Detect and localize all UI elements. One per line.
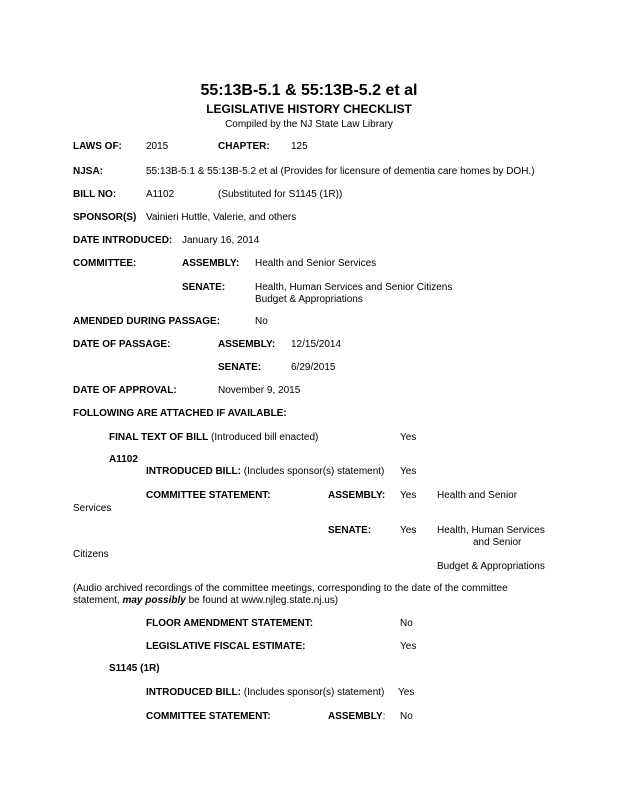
a1102-assembly-committee-2: Services xyxy=(73,503,112,514)
a1102-introduced-note: (Includes sponsor(s) statement) xyxy=(243,466,385,477)
committee-assembly-value: Health and Senior Services xyxy=(255,258,377,269)
a1102-senate-committee-1: Health, Human Services xyxy=(437,525,545,536)
floor-amendment-value: No xyxy=(400,618,413,629)
date-introduced-value: January 16, 2014 xyxy=(182,235,260,246)
final-text-value: Yes xyxy=(400,432,417,443)
final-text-label: FINAL TEXT OF BILL xyxy=(109,432,209,443)
a1102-introduced-label: INTRODUCED BILL: xyxy=(146,466,241,477)
sponsors-label: SPONSOR(S) xyxy=(73,212,137,223)
committee-assembly-label: ASSEMBLY: xyxy=(182,258,240,269)
passage-senate-label: SENATE: xyxy=(218,362,262,373)
audio-note-emphasis: may possibly xyxy=(122,595,186,606)
s1145-heading: S1145 (1R) xyxy=(109,663,160,674)
bill-no-label: BILL NO: xyxy=(73,189,117,200)
date-of-approval-label: DATE OF APPROVAL: xyxy=(73,385,177,396)
attached-heading: FOLLOWING ARE ATTACHED IF AVAILABLE: xyxy=(73,408,287,419)
final-text-note: (Introduced bill enacted) xyxy=(211,432,319,443)
committee-senate-label: SENATE: xyxy=(182,282,226,293)
s1145-assembly-label: ASSEMBLY xyxy=(328,711,383,722)
a1102-senate-label: SENATE: xyxy=(328,525,372,536)
njsa-label: NJSA: xyxy=(73,166,104,177)
a1102-committee-label: COMMITTEE STATEMENT: xyxy=(146,490,271,501)
s1145-introduced-note: (Includes sponsor(s) statement) xyxy=(243,687,385,698)
fiscal-estimate-label: LEGISLATIVE FISCAL ESTIMATE: xyxy=(146,641,306,652)
bill-no-note: (Substituted for S1145 (1R)) xyxy=(218,189,343,200)
s1145-introduced-row xyxy=(146,687,384,699)
passage-assembly-label: ASSEMBLY: xyxy=(218,339,276,350)
bill-no-value: A1102 xyxy=(146,189,175,200)
a1102-assembly-committee-1: Health and Senior xyxy=(437,490,518,501)
date-of-approval-value: November 9, 2015 xyxy=(218,385,301,396)
a1102-introduced-row xyxy=(146,466,384,478)
committee-senate-value-2: Budget & Appropriations xyxy=(255,294,363,305)
audio-note-part2: be found at www.njleg.state.nj.us) xyxy=(185,595,339,606)
a1102-heading: A1102 xyxy=(109,454,138,465)
laws-of-label: LAWS OF: xyxy=(73,141,122,152)
audio-note xyxy=(73,583,543,607)
sponsors-value: Vainieri Huttle, Valerie, and others xyxy=(146,212,297,223)
s1145-assembly-value: No xyxy=(400,711,413,722)
document-title: 55:13B-5.1 & 55:13B-5.2 et al xyxy=(200,82,418,99)
compiled-by: Compiled by the NJ State Law Library xyxy=(225,119,393,130)
document-subtitle: LEGISLATIVE HISTORY CHECKLIST xyxy=(206,102,412,116)
a1102-senate-committee-4: Budget & Appropriations xyxy=(437,561,545,572)
a1102-senate-value: Yes xyxy=(400,525,417,536)
a1102-assembly-label: ASSEMBLY: xyxy=(328,490,386,501)
final-text-row xyxy=(109,432,318,444)
floor-amendment-label: FLOOR AMENDMENT STATEMENT: xyxy=(146,618,314,629)
date-of-passage-label: DATE OF PASSAGE: xyxy=(73,339,171,350)
njsa-value: 55:13B-5.1 & 55:13B-5.2 et al (Provides for licensure of dementia care homes by DOH.) xyxy=(146,166,535,177)
audio-note-part1: (Audio archived recordings of the committee meetings, corresponding to the date of the committee statement, xyxy=(73,583,508,606)
committee-label: COMMITTEE: xyxy=(73,258,137,269)
committee-senate-value-1: Health, Human Services and Senior Citizens xyxy=(255,282,453,293)
a1102-senate-committee-3: Citizens xyxy=(73,549,109,560)
passage-senate-value: 6/29/2015 xyxy=(291,362,336,373)
passage-assembly-value: 12/15/2014 xyxy=(291,339,342,350)
s1145-introduced-value: Yes xyxy=(398,687,415,698)
laws-of-value: 2015 xyxy=(146,141,169,152)
amended-value: No xyxy=(255,316,268,327)
s1145-assembly-colon: : xyxy=(382,711,386,722)
a1102-senate-committee-2: and Senior xyxy=(473,537,522,548)
amended-label: AMENDED DURING PASSAGE: xyxy=(73,316,221,327)
s1145-assembly-row xyxy=(328,711,385,723)
chapter-value: 125 xyxy=(291,141,308,152)
chapter-label: CHAPTER: xyxy=(218,141,270,152)
s1145-committee-label: COMMITTEE STATEMENT: xyxy=(146,711,271,722)
a1102-assembly-value: Yes xyxy=(400,490,417,501)
date-introduced-label: DATE INTRODUCED: xyxy=(73,235,173,246)
a1102-introduced-value: Yes xyxy=(400,466,417,477)
s1145-introduced-label: INTRODUCED BILL: xyxy=(146,687,241,698)
fiscal-estimate-value: Yes xyxy=(400,641,417,652)
